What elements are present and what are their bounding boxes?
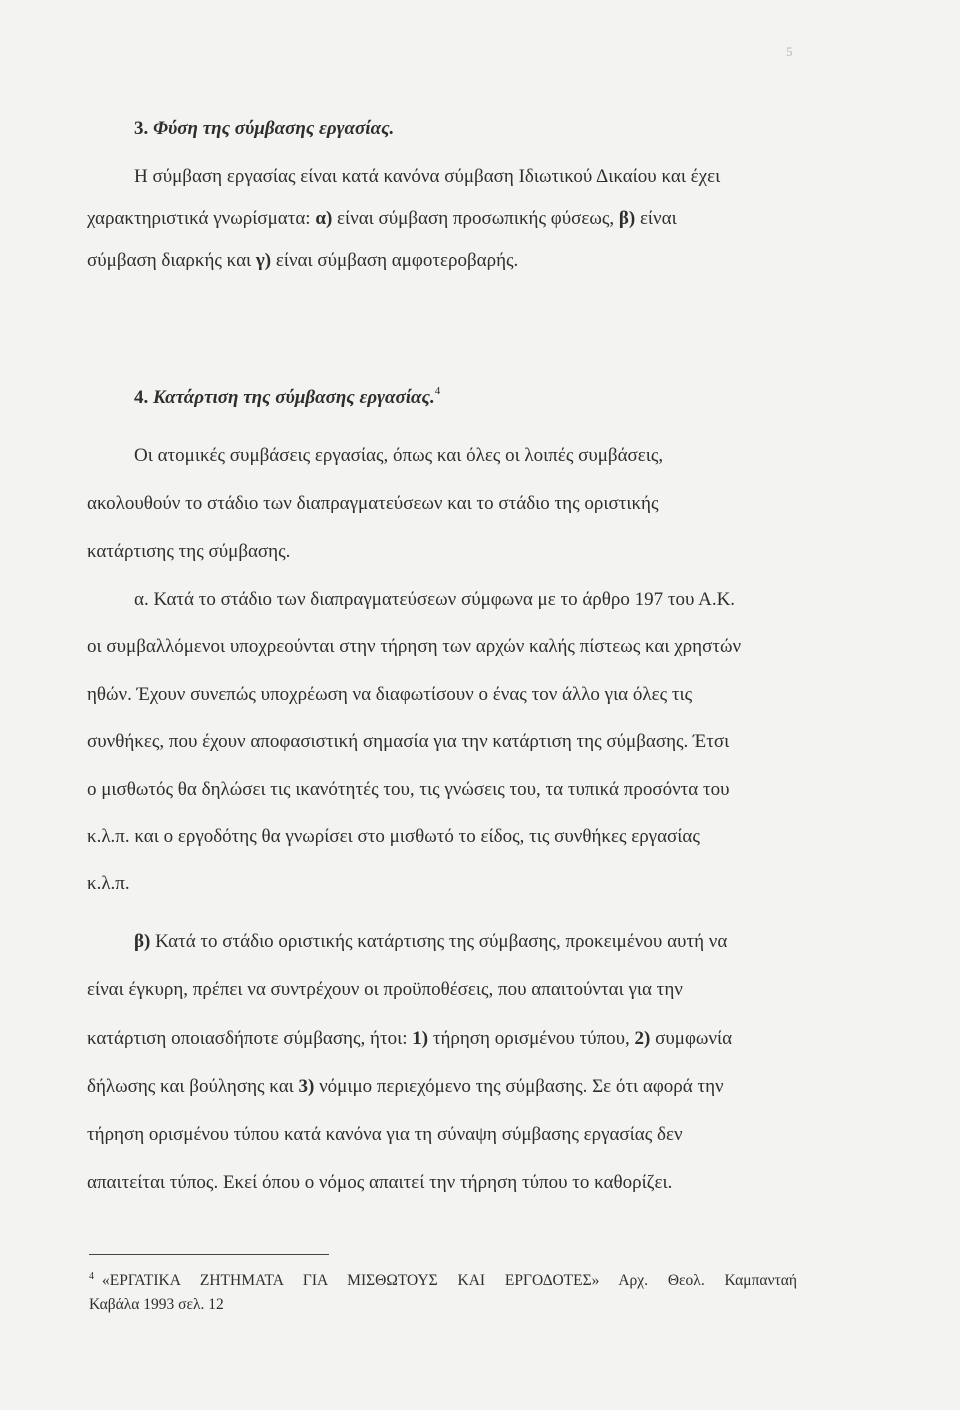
- paragraph-line: οι συμβαλλόμενοι υποχρεούνται στην τήρηση των αρχών καλής πίστεως και χρηστών: [87, 636, 742, 658]
- paragraph-line: σύμβαση διαρκής και γ) είναι σύμβαση αμφοτεροβαρής.: [87, 250, 519, 271]
- footnote-reference: 4: [434, 385, 441, 397]
- section-3-paragraph: [87, 156, 794, 282]
- footnote-line: $^4$ «ΕΡΓΑΤΙΚΑ ΖΗΤΗΜΑΤΑ ΓΙΑ ΜΙΣΘΩΤΟΥΣ ΚΑΙ ΕΡΓΟΔΟΤΕΣ» Αρχ. Θεολ. Καμπανταή: [89, 1271, 797, 1289]
- paragraph-line: κ.λ.π.: [87, 873, 130, 895]
- enum-marker: β): [134, 931, 151, 952]
- footnote-marker: 4: [89, 1271, 94, 1282]
- section-4-title: Κατάρτιση της σύμβασης εργασίας.: [153, 387, 435, 408]
- enum-marker: 3): [298, 1075, 315, 1097]
- paragraph-line: κατάρτισης της σύμβασης.: [87, 541, 291, 562]
- paragraph-line: δήλωσης και βούλησης και 3) νόμιμο περιεχόμενο της σύμβασης. Σε ότι αφορά την: [87, 1075, 724, 1097]
- footnote-line: Καβάλα 1993 σελ. 12: [89, 1296, 224, 1313]
- footnote-divider: [89, 1254, 329, 1255]
- enum-marker: α): [315, 208, 333, 229]
- enum-marker: 1): [412, 1027, 429, 1049]
- beta-paragraph: [87, 918, 794, 1208]
- paragraph-line: ηθών. Έχουν συνεπώς υποχρέωση να διαφωτίσουν ο ένας τον άλλο για όλες τις: [87, 683, 693, 705]
- paragraph-line: α. Κατά το στάδιο των διαπραγματεύσεων σύμφωνα με το άρθρο 197 του Α.Κ.: [134, 589, 736, 610]
- paragraph-line: Οι ατομικές συμβάσεις εργασίας, όπως και όλες οι λοιπές συμβάσεις,: [134, 445, 664, 466]
- section-3-heading: [134, 118, 394, 140]
- section-4-heading: [134, 380, 440, 409]
- paragraph-line: ο μισθωτός θα δηλώσει τις ικανότητές του, τις γνώσεις του, τα τυπικά προσόντα του: [87, 778, 730, 800]
- section-3-title: Φύση της σύμβασης εργασίας.: [153, 118, 395, 139]
- paragraph-line: κατάρτιση οποιασδήποτε σύμβασης, ήτοι: 1) τήρηση ορισμένου τύπου, 2) συμφωνία: [87, 1027, 733, 1049]
- enum-marker: γ): [255, 250, 272, 271]
- alpha-paragraph: [87, 576, 794, 908]
- page-number: 5: [786, 44, 793, 59]
- enum-marker: β): [618, 208, 636, 229]
- section-4-number: 4.: [134, 387, 149, 408]
- paragraph-line: τήρηση ορισμένου τύπου κατά κανόνα για τη σύναψη σύμβασης εργασίας δεν: [87, 1124, 683, 1146]
- paragraph-line: είναι έγκυρη, πρέπει να συντρέχουν οι προϋποθέσεις, που απαιτούνται για την: [87, 979, 683, 1001]
- paragraph-line: Η σύμβαση εργασίας είναι κατά κανόνα σύμβαση Ιδιωτικού Δικαίου και έχει: [134, 166, 721, 187]
- enum-marker: 2): [634, 1027, 651, 1049]
- section-3-number: 3.: [134, 118, 149, 139]
- paragraph-line: κ.λ.π. και ο εργοδότης θα γνωρίσει στο μισθωτό το είδος, τις συνθήκες εργασίας: [87, 826, 700, 848]
- section-4-intro-paragraph: [87, 432, 794, 576]
- paragraph-line: χαρακτηριστικά γνωρίσματα: α) είναι σύμβαση προσωπικής φύσεως, β) είναι: [87, 208, 677, 229]
- paragraph-line: συνθήκες, που έχουν αποφασιστική σημασία για την κατάρτιση της σύμβασης. Έτσι: [87, 731, 730, 753]
- footnote: [89, 1265, 797, 1317]
- paragraph-line: β) Κατά το στάδιο οριστικής κατάρτισης της σύμβασης, προκειμένου αυτή να: [134, 931, 728, 952]
- paragraph-line: ακολουθούν το στάδιο των διαπραγματεύσεων και το στάδιο της οριστικής: [87, 493, 659, 514]
- paragraph-line: απαιτείται τύπος. Εκεί όπου ο νόμος απαιτεί την τήρηση τύπου το καθορίζει.: [87, 1172, 673, 1194]
